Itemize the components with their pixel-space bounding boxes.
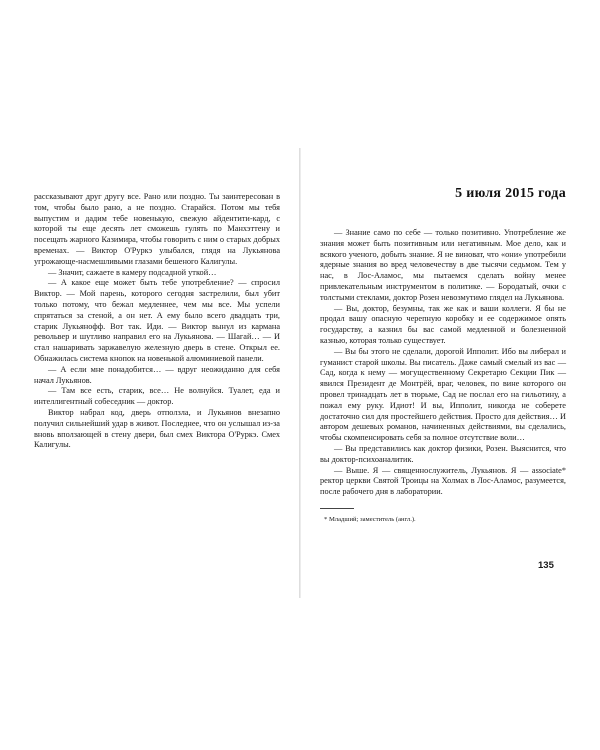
page-number: 135: [538, 560, 554, 571]
paragraph: — Выше. Я — священнослужитель, Лукьянов. Я — associate* ректор церкви Святой Троицы на Холмах в Лос-Аламос, разумеется, после рабочего дня в лаборатории.: [320, 465, 566, 497]
paragraph: — Там все есть, старик, все… Не волнуйся. Туалет, еда и интеллигентный собеседник — доктор.: [34, 386, 280, 407]
paragraph: — Значит, сажаете в камеру подсадной уткой…: [48, 267, 217, 277]
left-page: [34, 192, 280, 451]
left-page-text: [34, 192, 280, 451]
paragraph: — Знание само по себе — только позитивно. Употребление же знания может быть позитивным или негативным. Мое дело, как и всякого ученого, добыть знание. Я не виноват, что «они» употребили ядерные знания во вред человечеству в две тысячи седьмом. Тем у нас, в Лос-Аламос, мы пытаемся сделать войну менее привлекательным инструментом в политике. — Бородатый, очки с толстыми стеклами, доктор Розен невозмутимо глядел на Лукьянова.: [320, 228, 566, 302]
footnote: * Младший; заместитель (англ.).: [324, 515, 416, 523]
right-page-text: [320, 228, 566, 498]
paragraph: — А если мне понадобится… — вдруг неожиданно для себя начал Лукьянов.: [34, 364, 280, 385]
footnote-divider: [320, 508, 354, 509]
paragraph: Виктор набрал код, дверь отползла, и Лукьянов внезапно получил сильнейший удар в живот. Последнее, что он услышал из-за вновь вползающей в стену двери, был смех Виктора О'Руркэ. Смех Калигулы.: [34, 407, 280, 450]
book-gutter: [299, 148, 301, 598]
paragraph: — Вы, доктор, безумны, так же как и ваши коллеги. Я бы не продал вашу опасную черепную коробку и ее содержимое опять государству, а казнил бы вас самой медленной и болезненной казнью, которая только существует.: [320, 303, 566, 345]
right-page: [320, 186, 566, 524]
paragraph: рассказывают друг другу все. Рано или поздно. Ты заинтересован в том, чтобы было рано, а не поздно. Старайся. Потом мы тебя выпустим и дадим тебе новенькую, свежую айдентити-кард, с которой ты еще десять лет сможешь гулять по Манхэттену и посещать жарного Казимира, чтобы говорить с ним о старых добрых временах. — Виктор О'Руркэ улыбался, глядя на Лукьянова угрожающе-насмешливыми глазами бешеного Калигулы.: [34, 192, 280, 266]
paragraph: — А какое еще может быть тебе употребление? — спросил Виктор. — Мой парень, которого сегодня застрелили, был убит только потому, что бежал медленнее, чем мы все. Мы успели спрятаться за стеной, а он нет. А ему было всего двадцать три, старик Лукьянофф. Вот так. Иди. — Виктор вынул из кармана револьвер и шутливо направил его на Лукьянова. — Шагай… — И стал нашаривать заржавелую железную дверь в стене. Открыл ее. Обнажилась система кнопок на новенькой алюминиевой панели.: [34, 278, 280, 363]
paragraph: — Вы бы этого не сделали, дорогой Ипполит. Ибо вы либерал и гуманист старой школы. Вы писатель. Даже самый смелый из вас — Сад, когда к нему — могущественному Секретарю Секции Пик — явился Президент де Монтрёй, враг, человек, по вине которого он провел тринадцать лет в тюрьме, Сад не послал его на гильотину, а пожал ему руку. Идиот! И вы, Ипполит, никогда не соберете достаточно сил для простейшего действия. Просто для действия… И автором дешевых романов, начиненных действиями, вы сделались, чтобы скомпенсировать себя за полное отсутствие воли…: [320, 346, 566, 443]
chapter-title: 5 июля 2015 года: [455, 186, 566, 201]
paragraph: — Вы представились как доктор физики, Розен. Выяснится, что вы доктор-психоаналитик.: [320, 443, 566, 464]
